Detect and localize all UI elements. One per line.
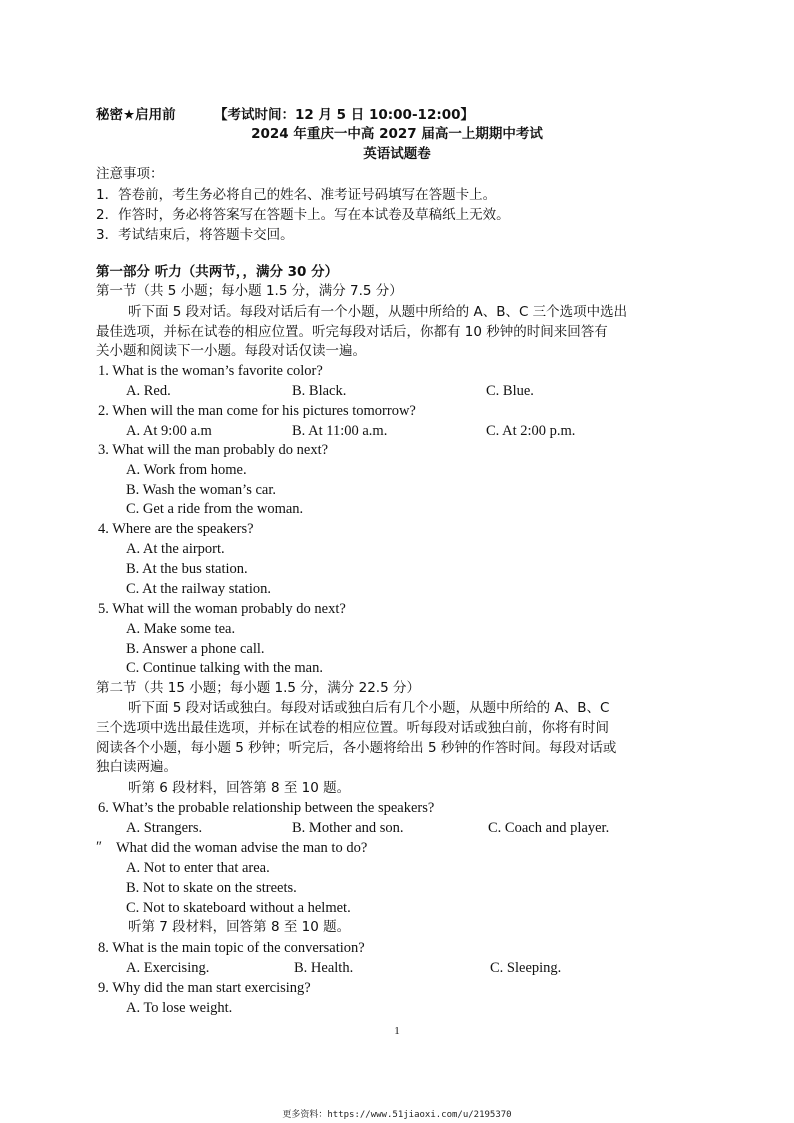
section1-instruction: 最佳选项，并标在试卷的相应位置。听完每段对话后，你都有 10 秒钟的时间来回答有: [96, 324, 608, 340]
question-8: 8. What is the main topic of the conversation?: [98, 940, 365, 956]
option-a: A. Red.: [126, 383, 171, 399]
question-1: 1. What is the woman’s favorite color?: [98, 363, 323, 379]
option-b: B. At the bus station.: [126, 561, 248, 577]
part1-heading: 第一部分 听力（共两节，，满分 30 分）: [96, 264, 339, 280]
section2-instruction: 三个选项中选出最佳选项，并标在试卷的相应位置。听每段对话或独白前，你将有时间: [96, 720, 609, 736]
section2-heading: 第二节（共 15 小题；每小题 1.5 分，满分 22.5 分）: [96, 680, 420, 696]
footer-source-link[interactable]: 更多资料：https://www.51jiaoxi.com/u/2195370: [282, 1110, 512, 1120]
option-c: C. Coach and player.: [488, 820, 610, 836]
question-7: What did the woman advise the man to do?: [116, 840, 368, 856]
question-5: 5. What will the woman probably do next?: [98, 601, 346, 617]
option-b: B. Answer a phone call.: [126, 641, 265, 657]
option-a: A. Make some tea.: [126, 621, 236, 637]
notice-item: 1．答卷前，考生务必将自己的姓名、准考证号码填写在答题卡上。: [96, 187, 497, 203]
option-b: B. Not to skate on the streets.: [126, 880, 297, 896]
option-c: C. Blue.: [486, 383, 534, 399]
option-c: C. Sleeping.: [490, 960, 562, 976]
notice-item: 3．考试结束后，将答题卡交回。: [96, 227, 294, 243]
option-a: A. Strangers.: [126, 820, 203, 836]
option-c: C. Get a ride from the woman.: [126, 501, 304, 517]
option-b: B. Black.: [292, 383, 347, 399]
notice-item: 2．作答时，务必将答案写在答题卡上。写在本试卷及草稿纸上无效。: [96, 207, 510, 223]
page-number: 1: [394, 1025, 400, 1037]
option-a: A. Not to enter that area.: [126, 860, 270, 876]
option-a: A. To lose weight.: [126, 1000, 233, 1016]
section1-instruction: 听下面 5 段对话。每段对话后有一个小题，从题中所给的 A、B、C 三个选项中选出: [128, 304, 628, 320]
option-a: A. At 9:00 a.m: [126, 423, 212, 439]
option-c: C. At the railway station.: [126, 581, 271, 597]
exam-subtitle: 英语试题卷: [363, 146, 431, 162]
option-c: C. At 2:00 p.m.: [486, 423, 576, 439]
material-6-label: 听第 6 段材料，回答第 8 至 10 题。: [128, 780, 351, 796]
section2-instruction: 阅读各个小题，每小题 5 秒钟；听完后，各小题将给出 5 秒钟的作答时间。每段对话或: [96, 740, 617, 756]
option-b: B. Health.: [294, 960, 354, 976]
notice-heading: 注意事项：: [96, 166, 164, 182]
exam-time: 【考试时间：12 月 5 日 10:00-12:00】: [214, 107, 475, 123]
question-3: 3. What will the man probably do next?: [98, 442, 329, 458]
question-2: 2. When will the man come for his pictures tomorrow?: [98, 403, 416, 419]
question-7-mark: ʺ: [96, 839, 102, 855]
question-4: 4. Where are the speakers?: [98, 521, 254, 537]
option-b: B. Mother and son.: [292, 820, 404, 836]
option-b: B. Wash the woman’s car.: [126, 482, 276, 498]
option-c: C. Not to skateboard without a helmet.: [126, 900, 351, 916]
option-b: B. At 11:00 a.m.: [292, 423, 388, 439]
option-c: C. Continue talking with the man.: [126, 660, 323, 676]
question-9: 9. Why did the man start exercising?: [98, 980, 311, 996]
material-7-label: 听第 7 段材料，回答第 8 至 10 题。: [128, 919, 351, 935]
option-a: A. At the airport.: [126, 541, 225, 557]
exam-title: 2024 年重庆一中高 2027 届高一上期期中考试: [251, 126, 543, 142]
section1-instruction: 关小题和阅读下一小题。每段对话仅读一遍。: [96, 343, 366, 359]
confidential-label: 秘密★启用前: [96, 107, 176, 123]
question-6: 6. What’s the probable relationship between the speakers?: [98, 800, 435, 816]
section2-instruction: 独白读两遍。: [96, 759, 177, 775]
section2-instruction: 听下面 5 段对话或独白。每段对话或独白后有几个小题，从题中所给的 A、B、C: [128, 700, 610, 716]
section1-heading: 第一节（共 5 小题；每小题 1.5 分，满分 7.5 分）: [96, 283, 403, 299]
option-a: A. Work from home.: [126, 462, 247, 478]
option-a: A. Exercising.: [126, 960, 210, 976]
